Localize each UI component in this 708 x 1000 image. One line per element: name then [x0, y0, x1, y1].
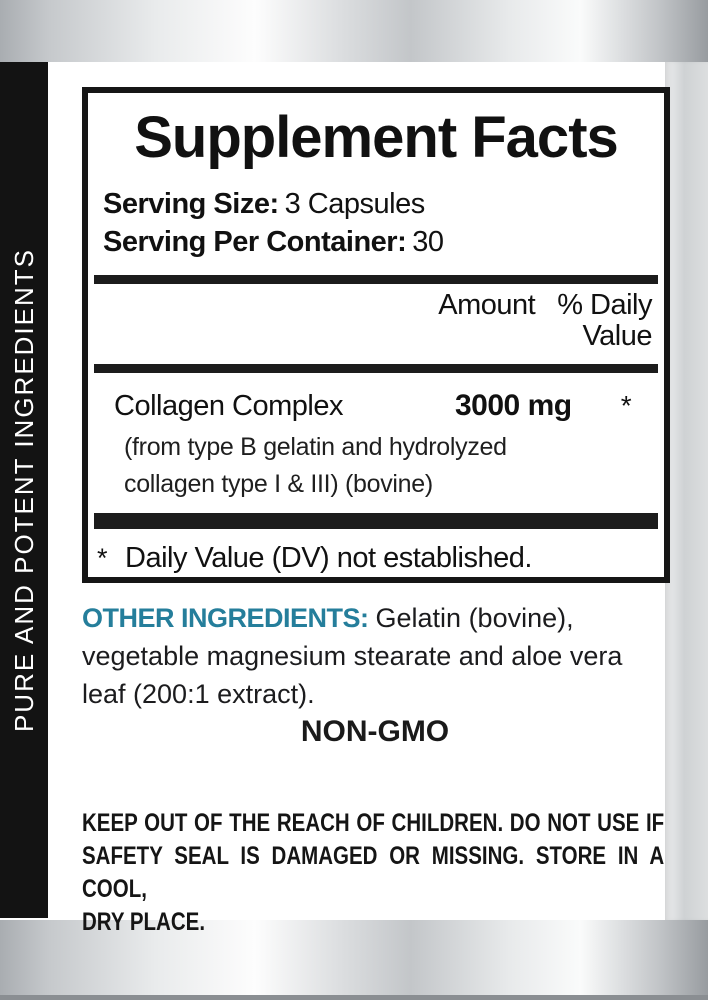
- ingredient-detail-line2: collagen type I & III) (bovine): [124, 470, 433, 498]
- ingredient-name: Collagen Complex: [114, 390, 343, 422]
- label-area: [0, 62, 665, 936]
- bottle-right-edge: [665, 62, 708, 920]
- daily-value-header-line1: % Daily: [557, 289, 652, 321]
- daily-value-footnote: [88, 529, 664, 577]
- other-ingredients-paragraph: [82, 599, 668, 713]
- amount-column-header: Amount: [438, 289, 536, 321]
- daily-value-column-header: [557, 290, 652, 352]
- non-gmo-badge: NON-GMO: [300, 715, 450, 748]
- supplement-facts-panel: [82, 87, 670, 583]
- warning-line2: SAFETY SEAL IS DAMAGED OR MISSING. STORE IN A COOL,: [82, 842, 665, 903]
- warning-line3: DRY PLACE.: [82, 908, 206, 936]
- serving-size-value: 3 Capsules: [284, 188, 425, 220]
- ingredient-row: [88, 373, 664, 423]
- divider-bar-top: [94, 275, 658, 284]
- column-headers: [88, 284, 664, 364]
- bottle-top-band: [0, 0, 708, 62]
- divider-bar-bottom: [94, 513, 658, 529]
- footnote-text: Daily Value (DV) not established.: [125, 542, 532, 574]
- daily-value-header-line2: Value: [582, 320, 652, 352]
- servings-per-container-value: 30: [412, 226, 444, 258]
- warning-paragraph: [82, 807, 664, 939]
- panel-title: Supplement Facts: [134, 105, 618, 170]
- servings-per-container-line: [103, 223, 664, 261]
- serving-info: [103, 185, 664, 261]
- ingredient-detail-line1: (from type B gelatin and hydrolyzed: [124, 433, 507, 461]
- divider-bar-header: [94, 364, 658, 373]
- other-ingredients-text: Gelatin (bovine), vegetable magnesium stearate and aloe vera leaf (200:1 extract).: [82, 603, 623, 709]
- ingredient-detail: [88, 429, 664, 503]
- ingredient-amount: 3000 mg: [455, 389, 572, 422]
- footnote-asterisk: *: [97, 543, 108, 573]
- other-ingredients-label: OTHER INGREDIENTS:: [82, 603, 369, 633]
- warning-line1: KEEP OUT OF THE REACH OF CHILDREN. DO NOT USE IF: [82, 809, 665, 837]
- sidebar-vertical-banner: [0, 62, 48, 918]
- ingredient-daily-value: *: [620, 390, 632, 421]
- serving-size-line: [103, 185, 664, 223]
- sidebar-vertical-text: PURE AND POTENT INGREDIENTS: [8, 247, 39, 733]
- serving-size-label: Serving Size:: [103, 188, 279, 220]
- servings-per-container-label: Serving Per Container:: [103, 226, 407, 258]
